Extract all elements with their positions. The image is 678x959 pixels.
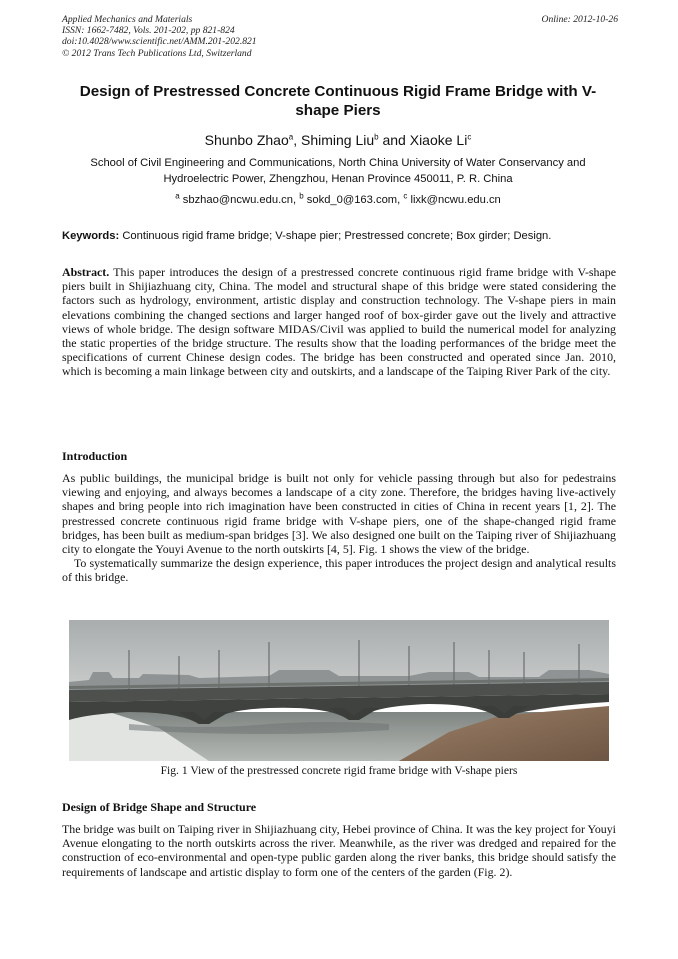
abstract [62,265,616,379]
journal-copyright: © 2012 Trans Tech Publications Ltd, Switzerland [62,47,252,59]
author-separator: , [293,132,301,148]
abstract-text: This paper introduces the design of a prestressed concrete continuous rigid frame bridge with V-shape piers built in Shijiazhuang city, China. The model and structural shape of this bridge were stated considering the factors such as hydrology, environment, artistic display and construction technology. The V-shape piers in main elevations combining the changed sections and larger hanged roof of box-girder gave out the lively and attractive views of whole bridge. The design software MIDAS/Civil was applied to build the numerical model for analyzing the static properties of the bridge structure. The results show that the loading performances of the bridge meet the specifications of current Chinese design codes. The bridge has been constructed and operated since Jan. 2010, which is becoming a main linkage between city and outskirts, and a landscape of the Taiping River Park of the city. [62,265,616,379]
email-link[interactable]: sbzhao@ncwu.edu.cn [182,194,293,206]
introduction-body [62,471,616,585]
author-list [62,131,614,149]
abstract-label: Abstract. [62,265,110,279]
author-name: Xiaoke Li [409,132,468,148]
figure-caption: Fig. 1 View of the prestressed concrete rigid frame bridge with V-shape piers [160,764,518,777]
email-mark: a [175,191,180,201]
author-mark: b [374,132,379,142]
author-conjunction: and [378,132,410,148]
paragraph: As public buildings, the municipal bridge is built not only for vehicle passing through but also for pedestrains viewing and enjoying, and always becomes a landscape of a city zone. Therefore, the bridges having live-actively shapes and bring people into rich imagination have been constructed in cities of China in recent years [1, 2]. The prestressed concrete continuous rigid frame bridge with V-shape piers, one of the shape-changed rigid frame bridges, has been built as medium-span bridges [3]. We also designed one built on the Taiping river of Shijiazhuang city to elongate the Youyi Avenue to the north outskirts [4, 5]. Fig. 1 shows the view of the bridge. [62,471,616,557]
journal-doi[interactable]: doi:10.4028/www.scientific.net/AMM.201-202.821 [62,36,257,48]
email-link[interactable]: lixk@ncwu.edu.cn [410,194,501,206]
author-name: Shiming Liu [300,132,375,148]
keywords-label: Keywords: [62,230,120,242]
email-list: $^a$ sbzhao@ncwu.edu.cn, $^b$ sokd_0@163.com, $^c$ lixk@ncwu.edu.cn [175,191,501,206]
affiliation: School of Civil Engineering and Communications, North China University of Water Conservancy and Hydroelectric Power, Zhengzhou, Henan Province 450011, P. R. China [90,157,586,185]
section-heading: Introduction [62,449,128,463]
journal-header [62,14,618,59]
email-mark: c [403,191,408,201]
paragraph: To systematically summarize the design experience, this paper introduces the project design and analytical results of this bridge. [62,556,616,585]
author-mark: c [467,132,472,142]
keywords-text: Continuous rigid frame bridge; V-shape pier; Prestressed concrete; Box girder; Design. [122,230,552,242]
bridge-photo [69,620,609,761]
journal-issn: ISSN: 1662-7482, Vols. 201-202, pp 821-824 [62,25,235,37]
email-mark: b [299,191,304,201]
email-link[interactable]: sokd_0@163.com [306,194,398,206]
paper-title: Design of Prestressed Concrete Continuous Rigid Frame Bridge with V-shape Piers [79,83,597,119]
author-mark: a [288,132,294,142]
design-body: The bridge was built on Taiping river in Shijiazhuang city, Hebei province of China. It was the key project for Youyi Avenue elongating to the north outskirts across the river. Meanwhile, as the river was dredged and repaired for the construction of eco-environmental and open-type public garden along the river banks, this bridge should satisfy the requirements of landscape and artistic display to form one of the centers of the garden (Fig. 2). [62,822,616,879]
section-heading: Design of Bridge Shape and Structure [62,800,257,814]
journal-name: Applied Mechanics and Materials [62,14,193,25]
keywords [62,229,618,244]
author-name: Shunbo Zhao [204,132,289,148]
online-date: Online: 2012-10-26 [541,14,618,25]
